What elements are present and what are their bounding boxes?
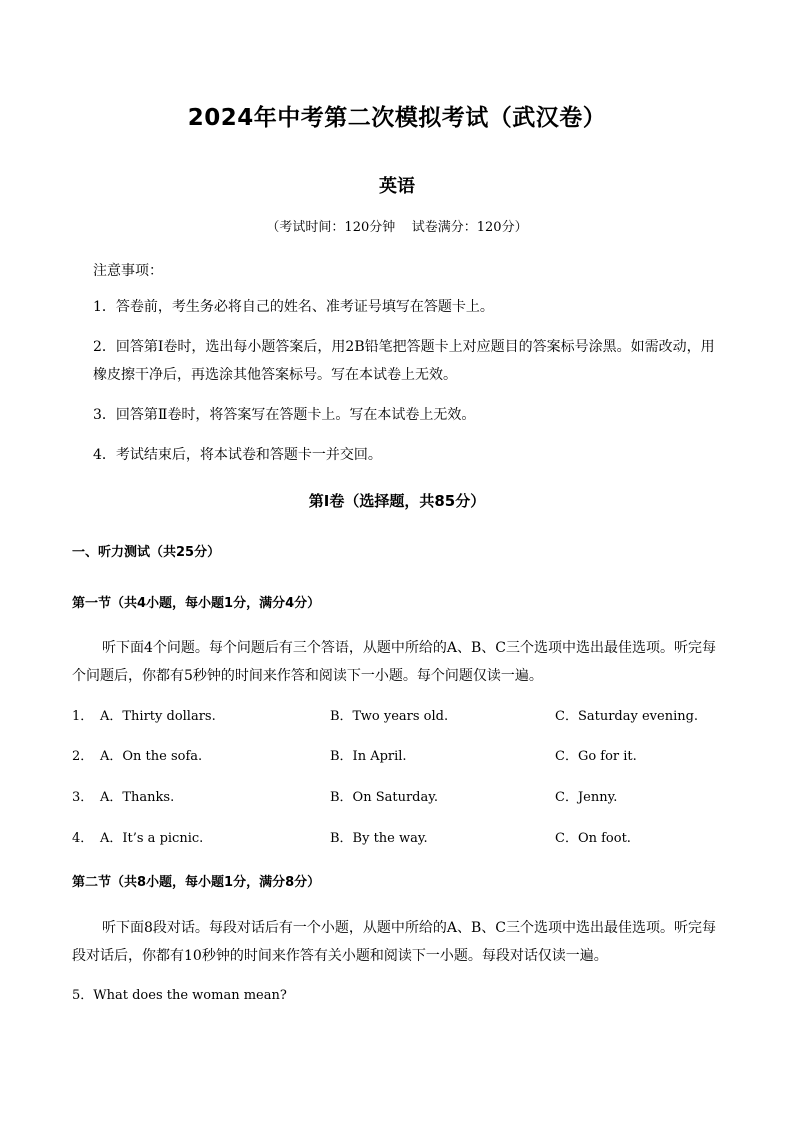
question-number: 2．: [72, 749, 94, 764]
subject-title: 英语: [379, 176, 415, 197]
section2-title: 第二节（共8小题，每小题1分，满分8分）: [72, 875, 321, 890]
option-c: C．Go for it.: [555, 749, 637, 764]
option-c: C．On foot.: [555, 831, 631, 846]
option-b: B．Two years old.: [330, 709, 449, 724]
exam-title: 2024年中考第二次模拟考试（武汉卷）: [187, 105, 607, 131]
question-row: [72, 746, 732, 768]
note-item-2: 2．回答第Ⅰ卷时，选出每小题答案后，用2B铅笔把答题卡上对应题目的答案标号涂黑。如需改动，用: [93, 339, 715, 355]
option-c: C．Jenny.: [555, 790, 618, 805]
question-row: [72, 828, 732, 850]
note-item-1: 1．答卷前，考生务必将自己的姓名、准考证号填写在答题卡上。: [93, 299, 494, 315]
question-row: [72, 787, 732, 809]
exam-info: （考试时间：120分钟 试卷满分：120分）: [266, 220, 528, 235]
option-a: A．Thirty dollars.: [100, 709, 216, 724]
question-row: [72, 706, 732, 728]
question-5: 5．What does the woman mean?: [72, 988, 287, 1003]
listening-section-heading: 一、听力测试（共25分）: [72, 545, 221, 560]
option-a: A．On the sofa.: [100, 749, 203, 764]
note-item-3: 3．回答第Ⅱ卷时，将答案写在答题卡上。写在本试卷上无效。: [93, 407, 476, 423]
note-item-4: 4．考试结束后，将本试卷和答题卡一并交回。: [93, 447, 382, 463]
note-item-2-continued: 橡皮擦干净后，再选涂其他答案标号。写在本试卷上无效。: [93, 367, 457, 383]
section1-title: 第一节（共4小题，每小题1分，满分4分）: [72, 596, 321, 611]
question-number: 1．: [72, 709, 94, 724]
section1-instruction: 听下面4个问题。每个问题后有三个答语，从题中所给的A、B、C三个选项中选出最佳选项。听完每: [102, 640, 717, 656]
option-c: C．Saturday evening.: [555, 709, 699, 724]
question-number: 4．: [72, 831, 94, 846]
option-b: B．In April.: [330, 749, 407, 764]
part-one-title: 第Ⅰ卷（选择题，共85分）: [308, 492, 486, 510]
section2-instruction-continued: 段对话后，你都有10秒钟的时间来作答有关小题和阅读下一小题。每段对话仅读一遍。: [72, 948, 608, 964]
option-b: B．By the way.: [330, 831, 428, 846]
option-a: A．Thanks.: [100, 790, 175, 805]
option-b: B．On Saturday.: [330, 790, 439, 805]
option-a: A．It’s a picnic.: [100, 831, 204, 846]
section1-instruction-continued: 个问题后，你都有5秒钟的时间来作答和阅读下一小题。每个问题仅读一遍。: [72, 668, 543, 684]
notes-label: 注意事项：: [93, 263, 163, 279]
question-number: 3．: [72, 790, 94, 805]
section2-instruction: 听下面8段对话。每段对话后有一个小题，从题中所给的A、B、C三个选项中选出最佳选项。听完每: [102, 920, 717, 936]
